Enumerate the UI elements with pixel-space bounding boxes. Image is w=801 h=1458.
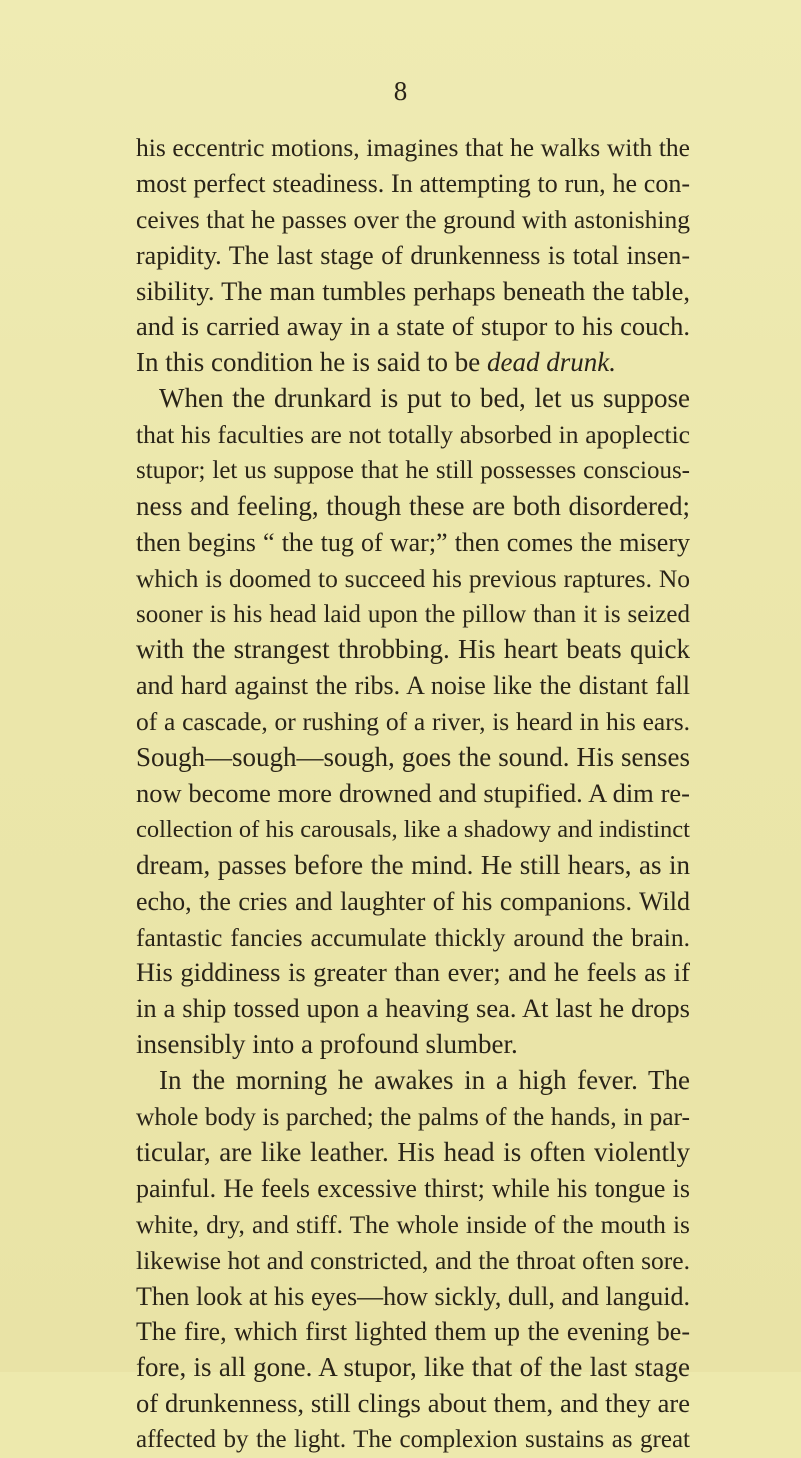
text-line-content: Then look at his eyes—how sickly, dull, and languid. bbox=[136, 1281, 690, 1311]
text-line bbox=[136, 1350, 690, 1386]
text-line bbox=[136, 812, 690, 848]
text-line bbox=[136, 1063, 690, 1099]
text-line-content: In this condition he is said to be bbox=[136, 347, 487, 378]
text-line-content: then begins “ the tug of war;” then comes the misery bbox=[136, 527, 690, 557]
text-line-content: stupor; let us suppose that he still possesses conscious- bbox=[136, 457, 690, 485]
text-line bbox=[136, 884, 690, 920]
text-line-content: in a ship tossed upon a heaving sea. At last he drops bbox=[136, 993, 690, 1024]
text-line bbox=[136, 1027, 690, 1063]
text-line bbox=[136, 1386, 690, 1422]
text-line-content: whole body is parched; the palms of the hands, in par- bbox=[136, 1102, 690, 1132]
text-line bbox=[136, 1171, 690, 1207]
text-line bbox=[136, 202, 690, 238]
text-line-content: sooner is his head laid upon the pillow than it is seized bbox=[136, 600, 690, 628]
text-line bbox=[136, 955, 690, 991]
text-line bbox=[136, 1135, 690, 1171]
text-line-content: In the morning he awakes in a high fever. The bbox=[159, 1065, 690, 1096]
text-line-content: white, dry, and stiff. The whole inside of the mouth is bbox=[136, 1209, 690, 1239]
text-line-content: his eccentric motions, imagines that he walks with the bbox=[136, 133, 690, 162]
text-line-content: fore, is all gone. A stupor, like that of the last stage bbox=[136, 1352, 690, 1383]
text-line-content: insensibly into a profound slumber. bbox=[136, 1029, 518, 1060]
text-line bbox=[136, 1243, 690, 1279]
text-line-content: His giddiness is greater than ever; and he feels as if bbox=[136, 957, 690, 988]
text-line-content: rapidity. The last stage of drunkenness is total insen- bbox=[136, 240, 690, 270]
text-line bbox=[136, 130, 690, 166]
text-line-content: likewise hot and constricted, and the throat often sore. bbox=[136, 1245, 690, 1275]
text-line-content: of a cascade, or rushing of a river, is heard in his ears. bbox=[136, 707, 690, 737]
text-line-content: now become more drowned and stupified. A dim re- bbox=[136, 778, 690, 809]
text-line bbox=[136, 991, 690, 1027]
text-line bbox=[136, 848, 690, 884]
text-line-content: most perfect steadiness. In attempting to run, he con- bbox=[136, 168, 690, 198]
text-line bbox=[136, 381, 690, 417]
text-line bbox=[136, 274, 690, 310]
text-line-content: painful. He feels excessive thirst; while his tongue is bbox=[136, 1173, 690, 1203]
text-line-content: of drunkenness, still clings about them, and they are bbox=[136, 1388, 690, 1419]
text-line bbox=[136, 776, 690, 812]
text-line bbox=[136, 238, 690, 274]
text-line-content: ticular, are like leather. His head is often violently bbox=[136, 1136, 690, 1167]
text-line-content: The fire, which first lighted them up the evening be- bbox=[136, 1317, 690, 1347]
text-line bbox=[136, 561, 690, 597]
text-line bbox=[136, 1099, 690, 1135]
text-line bbox=[136, 525, 690, 561]
text-line bbox=[136, 1279, 690, 1315]
text-line-content: affected by the light. The complexion sustains as great bbox=[136, 1426, 690, 1454]
text-line-content: echo, the cries and laughter of his companions. Wild bbox=[136, 886, 690, 916]
text-line bbox=[136, 1422, 690, 1458]
text-line-content: that his faculties are not totally absorbed in apoplectic bbox=[136, 420, 690, 450]
text-line bbox=[136, 309, 690, 345]
page-number: 8 bbox=[393, 76, 408, 106]
text-line bbox=[136, 489, 690, 525]
text-line-content: and is carried away in a state of stupor to his couch. bbox=[136, 311, 690, 342]
text-line-content: and hard against the ribs. A noise like the distant fall bbox=[136, 671, 690, 701]
text-line-content: Sough—sough—sough, goes the sound. His senses bbox=[136, 742, 690, 773]
text-line-content: which is doomed to succeed his previous raptures. No bbox=[136, 563, 690, 593]
text-line bbox=[136, 704, 690, 740]
text-line bbox=[136, 920, 690, 956]
text-line bbox=[136, 597, 690, 633]
text-line-content: When the drunkard is put to bed, let us suppose bbox=[159, 383, 690, 414]
text-line bbox=[136, 1207, 690, 1243]
body-text bbox=[136, 130, 690, 1458]
text-line bbox=[136, 1314, 690, 1350]
text-line-content: ceives that he passes over the ground with astonishing bbox=[136, 204, 690, 234]
text-line bbox=[136, 166, 690, 202]
text-line-content: ness and feeling, though these are both disordered; bbox=[136, 490, 690, 521]
text-line-content: sibility. The man tumbles perhaps beneath the table, bbox=[136, 275, 690, 306]
text-line bbox=[136, 345, 690, 381]
text-line bbox=[136, 668, 690, 704]
text-line-content: collection of his carousals, like a shadowy and indistinct bbox=[136, 815, 690, 843]
text-line-content: fantastic fancies accumulate thickly around the brain. bbox=[136, 922, 690, 952]
text-line-content: dream, passes before the mind. He still hears, as in bbox=[136, 849, 690, 880]
text-line bbox=[136, 740, 690, 776]
text-line bbox=[136, 632, 690, 668]
italic-phrase: dead drunk. bbox=[486, 347, 616, 378]
text-line bbox=[136, 453, 690, 489]
text-line bbox=[136, 417, 690, 453]
text-line-content: with the strangest throbbing. His heart beats quick bbox=[136, 634, 690, 665]
